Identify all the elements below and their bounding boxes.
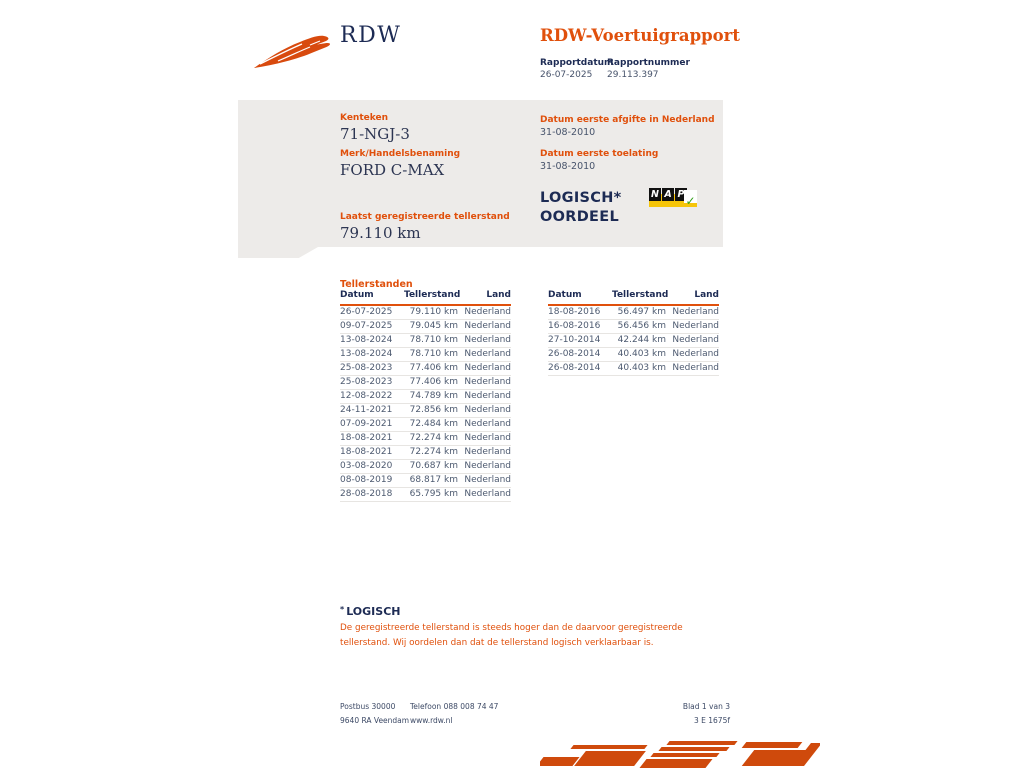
header-datum: Datum xyxy=(548,290,612,305)
footer-page-number: Blad 1 van 3 xyxy=(682,702,730,711)
cell-tellerstand: 56.456 km xyxy=(612,319,666,333)
cell-tellerstand: 70.687 km xyxy=(404,459,458,473)
cell-land: Nederland xyxy=(458,347,511,361)
kenteken-label: Kenteken xyxy=(340,113,388,123)
table-row xyxy=(548,361,719,375)
rdw-logo-text: RDW xyxy=(340,23,402,48)
footer-website: www.rdw.nl xyxy=(410,716,453,725)
cell-tellerstand: 42.244 km xyxy=(612,333,666,347)
cell-land: Nederland xyxy=(666,347,719,361)
cell-datum: 18-08-2021 xyxy=(340,445,404,459)
table-row xyxy=(340,403,511,417)
cell-datum: 25-08-2023 xyxy=(340,375,404,389)
table-header-row xyxy=(548,290,719,305)
cell-datum: 26-08-2014 xyxy=(548,347,612,361)
cell-land: Nederland xyxy=(458,431,511,445)
cell-datum: 08-08-2019 xyxy=(340,473,404,487)
nap-letter-a: A xyxy=(662,188,674,201)
logisch-footnote-heading xyxy=(340,605,400,618)
rdw-speed-stripes-graphic xyxy=(540,741,820,768)
cell-datum: 28-08-2018 xyxy=(340,487,404,501)
cell-land: Nederland xyxy=(458,361,511,375)
cell-land: Nederland xyxy=(458,319,511,333)
table-row xyxy=(340,389,511,403)
cell-tellerstand: 72.484 km xyxy=(404,417,458,431)
table-row xyxy=(340,375,511,389)
cell-tellerstand: 40.403 km xyxy=(612,361,666,375)
footnote-heading-text: LOGISCH xyxy=(346,605,401,618)
report-date-value: 26-07-2025 xyxy=(540,70,593,80)
header-tellerstand: Tellerstand xyxy=(612,290,666,305)
cell-datum: 13-08-2024 xyxy=(340,333,404,347)
cell-datum: 18-08-2021 xyxy=(340,431,404,445)
cell-land: Nederland xyxy=(458,473,511,487)
footnote-star: * xyxy=(340,605,345,614)
stripe xyxy=(650,753,719,757)
nap-letter-n: N xyxy=(649,188,661,201)
cell-land: Nederland xyxy=(666,361,719,375)
cell-tellerstand: 68.817 km xyxy=(404,473,458,487)
meter-readings-table-right xyxy=(548,290,719,376)
cell-datum: 26-08-2014 xyxy=(548,361,612,375)
cell-tellerstand: 72.274 km xyxy=(404,445,458,459)
cell-datum: 18-08-2016 xyxy=(548,305,612,319)
table-row xyxy=(340,347,511,361)
header-land: Land xyxy=(666,290,719,305)
nap-logo xyxy=(648,187,698,209)
logisch-footnote-text: De geregistreerde tellerstand is steeds hoger dan de daarvoor geregistreerde tellerstand. Wij oordelen dan dat de tellerstand logisch verklaarbaar is. xyxy=(340,623,683,648)
table-row xyxy=(340,305,511,319)
footer-form-code: 3 E 1675f xyxy=(693,716,730,725)
cell-datum: 09-07-2025 xyxy=(340,319,404,333)
table-row xyxy=(340,445,511,459)
cell-datum: 24-11-2021 xyxy=(340,403,404,417)
report-date-label: Rapportdatum xyxy=(540,58,614,68)
stripe xyxy=(639,759,712,768)
table-row xyxy=(548,347,719,361)
cell-tellerstand: 56.497 km xyxy=(612,305,666,319)
cell-tellerstand: 74.789 km xyxy=(404,389,458,403)
header-datum: Datum xyxy=(340,290,404,305)
cell-land: Nederland xyxy=(458,375,511,389)
table-row xyxy=(340,431,511,445)
stripe xyxy=(574,751,646,766)
panel-corner-tab xyxy=(238,247,318,258)
cell-tellerstand: 72.856 km xyxy=(404,403,458,417)
oordeel-line1: LOGISCH* xyxy=(540,190,622,206)
stripe xyxy=(742,742,803,748)
header-land: Land xyxy=(458,290,511,305)
cell-land: Nederland xyxy=(458,417,511,431)
kenteken-value: 71-NGJ-3 xyxy=(340,125,410,143)
cell-tellerstand: 79.045 km xyxy=(404,319,458,333)
rdw-bird-logo-icon xyxy=(254,29,334,71)
oordeel-verdict xyxy=(540,189,622,227)
cell-land: Nederland xyxy=(458,445,511,459)
cell-land: Nederland xyxy=(458,389,511,403)
afgifte-value: 31-08-2010 xyxy=(540,127,596,138)
nap-check-icon: ✓ xyxy=(685,194,696,208)
cell-land: Nederland xyxy=(458,305,511,319)
cell-tellerstand: 78.710 km xyxy=(404,347,458,361)
table-row xyxy=(340,487,511,501)
cell-datum: 16-08-2016 xyxy=(548,319,612,333)
oordeel-line2: OORDEEL xyxy=(540,209,620,225)
nap-letter-p: P xyxy=(675,188,687,201)
cell-land: Nederland xyxy=(458,333,511,347)
table-row xyxy=(340,333,511,347)
table-row xyxy=(340,319,511,333)
merk-label: Merk/Handelsbenaming xyxy=(340,149,461,159)
cell-datum: 12-08-2022 xyxy=(340,389,404,403)
nap-check-box xyxy=(684,190,697,208)
merk-value: FORD C-MAX xyxy=(340,161,445,179)
cell-land: Nederland xyxy=(458,403,511,417)
cell-tellerstand: 65.795 km xyxy=(404,487,458,501)
cell-datum: 03-08-2020 xyxy=(340,459,404,473)
tellerstanden-section-title: Tellerstanden xyxy=(340,279,413,290)
cell-tellerstand: 77.406 km xyxy=(404,361,458,375)
report-number-label: Rapportnummer xyxy=(607,58,690,68)
stripe xyxy=(666,741,737,745)
stripe xyxy=(658,747,729,751)
cell-land: Nederland xyxy=(666,305,719,319)
table-row xyxy=(340,417,511,431)
footer-phone: Telefoon 088 008 74 47 xyxy=(410,702,499,711)
laatste-tellerstand-value: 79.110 km xyxy=(340,224,421,242)
table-header-row xyxy=(340,290,511,305)
table-row xyxy=(340,459,511,473)
cell-datum: 26-07-2025 xyxy=(340,305,404,319)
footer-city: 9640 RA Veendam xyxy=(340,716,410,725)
cell-land: Nederland xyxy=(458,459,511,473)
table-row xyxy=(548,319,719,333)
cell-land: Nederland xyxy=(666,333,719,347)
table-row xyxy=(340,361,511,375)
cell-land: Nederland xyxy=(458,487,511,501)
cell-datum: 25-08-2023 xyxy=(340,361,404,375)
report-number-value: 29.113.397 xyxy=(607,70,659,80)
footer-postbus: Postbus 30000 xyxy=(340,702,396,711)
toelating-value: 31-08-2010 xyxy=(540,161,596,172)
cell-tellerstand: 40.403 km xyxy=(612,347,666,361)
table-row xyxy=(340,473,511,487)
meter-readings-table-left xyxy=(340,290,511,502)
cell-tellerstand: 79.110 km xyxy=(404,305,458,319)
cell-datum: 27-10-2014 xyxy=(548,333,612,347)
table-row xyxy=(548,333,719,347)
report-title: RDW-Voertuigrapport xyxy=(540,26,740,45)
afgifte-label: Datum eerste afgifte in Nederland xyxy=(540,115,715,125)
table-row xyxy=(548,305,719,319)
cell-tellerstand: 77.406 km xyxy=(404,375,458,389)
header-tellerstand: Tellerstand xyxy=(404,290,458,305)
stripe xyxy=(570,745,647,749)
cell-tellerstand: 78.710 km xyxy=(404,333,458,347)
toelating-label: Datum eerste toelating xyxy=(540,149,659,159)
laatste-tellerstand-label: Laatst geregistreerde tellerstand xyxy=(340,212,510,222)
cell-datum: 07-09-2021 xyxy=(340,417,404,431)
cell-datum: 13-08-2024 xyxy=(340,347,404,361)
cell-land: Nederland xyxy=(666,319,719,333)
cell-tellerstand: 72.274 km xyxy=(404,431,458,445)
